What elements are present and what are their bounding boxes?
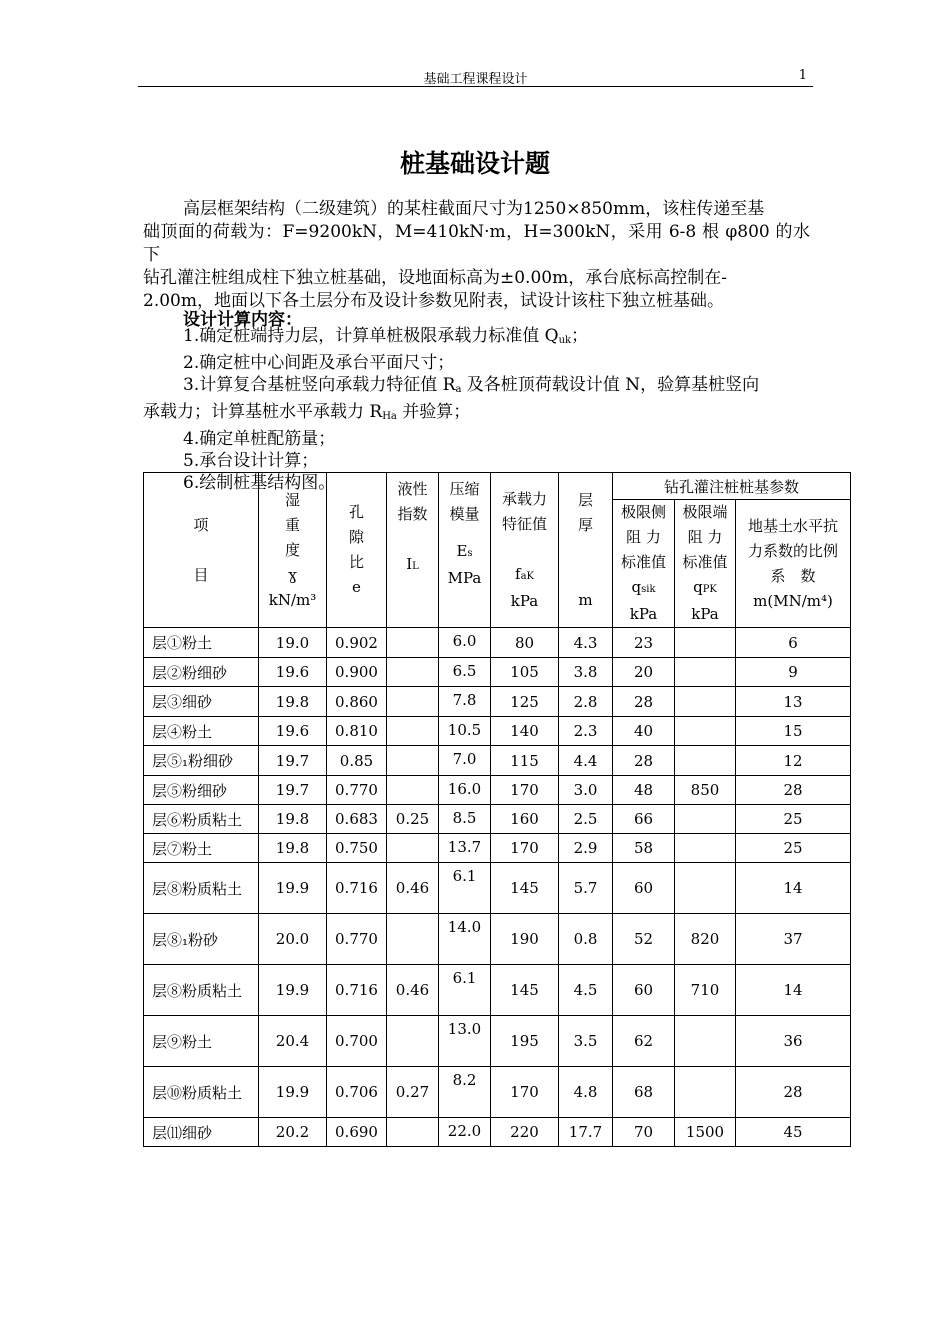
cell-g: 19.9: [259, 965, 327, 1016]
cell-qsik: 62: [613, 1016, 675, 1067]
cell-qpk: [675, 628, 736, 658]
cell-h: 2.3: [559, 717, 613, 746]
cell-il: [387, 687, 439, 717]
table-row: [144, 717, 851, 746]
cell-il: [387, 717, 439, 746]
cell-il: [387, 746, 439, 776]
cell-h: 2.5: [559, 805, 613, 834]
cell-fak: 145: [491, 863, 559, 914]
cell-g: 19.8: [259, 687, 327, 717]
cell-qpk: [675, 1067, 736, 1118]
cell-name: 层③细砂: [144, 687, 259, 717]
cell-m: 12: [736, 746, 851, 776]
header-side-resistance: 极限侧 阻 力 标准值 qsik kPa: [613, 500, 675, 628]
requirement-item: 5.承台设计计算；: [183, 451, 319, 471]
cell-m: 9: [736, 658, 851, 687]
cell-g: 20.0: [259, 914, 327, 965]
cell-il: [387, 914, 439, 965]
cell-qsik: 70: [613, 1118, 675, 1147]
cell-h: 2.8: [559, 687, 613, 717]
cell-e: 0.85: [327, 746, 387, 776]
requirements-heading: 设计计算内容：: [183, 310, 302, 330]
cell-qsik: 58: [613, 834, 675, 863]
cell-e: 0.690: [327, 1118, 387, 1147]
cell-m: 28: [736, 1067, 851, 1118]
cell-h: 3.0: [559, 776, 613, 805]
header-compression-modulus: 压缩 模量 Es MPa: [439, 473, 491, 628]
cell-e: 0.810: [327, 717, 387, 746]
cell-m: 6: [736, 628, 851, 658]
cell-g: 19.9: [259, 863, 327, 914]
cell-g: 19.7: [259, 746, 327, 776]
cell-m: 25: [736, 805, 851, 834]
cell-qsik: 52: [613, 914, 675, 965]
cell-m: 37: [736, 914, 851, 965]
cell-name: 层⑧粉质粘土: [144, 863, 259, 914]
cell-il: 0.46: [387, 965, 439, 1016]
requirement-item-continued: 承载力；计算基桩水平承载力 $R_{Ha}$ 并验算；: [143, 402, 471, 422]
cell-il: [387, 1118, 439, 1147]
cell-qsik: 23: [613, 628, 675, 658]
cell-il: [387, 1016, 439, 1067]
cell-h: 2.9: [559, 834, 613, 863]
cell-qpk: 1500: [675, 1118, 736, 1147]
cell-fak: 160: [491, 805, 559, 834]
header-void-ratio: 孔 隙 比 e: [327, 473, 387, 628]
cell-g: 19.9: [259, 1067, 327, 1118]
cell-e: 0.770: [327, 914, 387, 965]
cell-h: 5.7: [559, 863, 613, 914]
cell-name: 层⑥粉质粘土: [144, 805, 259, 834]
problem-statement: [143, 198, 810, 313]
cell-fak: 80: [491, 628, 559, 658]
requirement-item: 6.绘制桩基结构图。: [183, 473, 336, 493]
cell-qpk: [675, 1016, 736, 1067]
intro-line: 高层框架结构（二级建筑）的某柱截面尺寸为1250×850mm，该柱传递至基: [183, 199, 765, 219]
cell-fak: 190: [491, 914, 559, 965]
cell-fak: 115: [491, 746, 559, 776]
header-tip-resistance: 极限端 阻 力 标准值 qPK kPa: [675, 500, 736, 628]
header-pile-parameters: 钻孔灌注桩桩基参数: [613, 473, 851, 500]
cell-es: 16.0: [439, 776, 491, 805]
cell-qsik: 60: [613, 863, 675, 914]
cell-g: 19.7: [259, 776, 327, 805]
header-horizontal-coefficient: 地基土水平抗 力系数的比例 系 数 m(MN/m⁴): [736, 500, 851, 628]
cell-g: 19.8: [259, 805, 327, 834]
cell-name: 层⑦粉土: [144, 834, 259, 863]
requirement-item: 4.确定单桩配筋量；: [183, 429, 336, 449]
document-title: 桩基础设计题: [399, 149, 550, 178]
cell-h: 4.3: [559, 628, 613, 658]
cell-g: 19.0: [259, 628, 327, 658]
cell-e: 0.750: [327, 834, 387, 863]
cell-qpk: 710: [675, 965, 736, 1016]
cell-qsik: 68: [613, 1067, 675, 1118]
cell-il: [387, 834, 439, 863]
cell-e: 0.770: [327, 776, 387, 805]
cell-qsik: 66: [613, 805, 675, 834]
intro-line: 础顶面的荷载为：F=9200kN，M=410kN·m，H=300kN，采用 6-8 根 φ800 的水下: [143, 222, 810, 265]
cell-fak: 195: [491, 1016, 559, 1067]
cell-fak: 170: [491, 1067, 559, 1118]
cell-h: 17.7: [559, 1118, 613, 1147]
cell-qpk: [675, 746, 736, 776]
running-header: [138, 64, 813, 87]
cell-e: 0.900: [327, 658, 387, 687]
requirement-item: 2.确定桩中心间距及承台平面尺寸；: [183, 353, 455, 373]
cell-name: 层⑤粉细砂: [144, 776, 259, 805]
cell-qpk: [675, 717, 736, 746]
cell-m: 13: [736, 687, 851, 717]
cell-qpk: [675, 687, 736, 717]
cell-m: 14: [736, 863, 851, 914]
table-row: [144, 805, 851, 834]
cell-e: 0.706: [327, 1067, 387, 1118]
cell-h: 0.8: [559, 914, 613, 965]
cell-qsik: 28: [613, 687, 675, 717]
table-row: [144, 776, 851, 805]
cell-h: 4.8: [559, 1067, 613, 1118]
cell-g: 20.4: [259, 1016, 327, 1067]
header-bearing-capacity: 承载力 特征值 faK kPa: [491, 473, 559, 628]
cell-fak: 145: [491, 965, 559, 1016]
cell-qpk: [675, 805, 736, 834]
cell-qpk: 850: [675, 776, 736, 805]
cell-name: 层④粉土: [144, 717, 259, 746]
cell-il: 0.27: [387, 1067, 439, 1118]
cell-fak: 220: [491, 1118, 559, 1147]
table-row: [144, 746, 851, 776]
cell-e: 0.860: [327, 687, 387, 717]
cell-qpk: [675, 834, 736, 863]
cell-m: 14: [736, 965, 851, 1016]
cell-il: [387, 628, 439, 658]
cell-name: 层⑨粉土: [144, 1016, 259, 1067]
cell-e: 0.716: [327, 863, 387, 914]
requirement-item: 3.计算复合基桩竖向承载力特征值 $R_a$ 及各桩顶荷载设计值 N，验算基桩竖向: [183, 375, 760, 395]
cell-e: 0.683: [327, 805, 387, 834]
cell-es: 13.7: [439, 834, 491, 863]
cell-il: 0.25: [387, 805, 439, 834]
table-row: [144, 965, 851, 1016]
cell-g: 19.6: [259, 658, 327, 687]
table-row: [144, 1118, 851, 1147]
cell-es: 6.5: [439, 658, 491, 687]
cell-es: 14.0: [439, 914, 491, 965]
cell-es: 6.1: [439, 965, 491, 1016]
table-row: [144, 687, 851, 717]
course-title: 基础工程课程设计: [423, 72, 528, 87]
cell-qsik: 20: [613, 658, 675, 687]
table-row: [144, 1016, 851, 1067]
table-row: [144, 1067, 851, 1118]
cell-name: 层⑧粉质粘土: [144, 965, 259, 1016]
cell-g: 19.6: [259, 717, 327, 746]
cell-name: 层⑤₁粉细砂: [144, 746, 259, 776]
table-row: [144, 628, 851, 658]
cell-name: 层⑧₁粉砂: [144, 914, 259, 965]
cell-e: 0.902: [327, 628, 387, 658]
header-density: 湿 重 度 ɣ kN/m³: [259, 473, 327, 628]
cell-m: 36: [736, 1016, 851, 1067]
requirements-list: [143, 325, 810, 494]
cell-h: 3.8: [559, 658, 613, 687]
cell-qpk: [675, 658, 736, 687]
cell-il: [387, 658, 439, 687]
table-row: [144, 863, 851, 914]
cell-m: 28: [736, 776, 851, 805]
cell-qsik: 28: [613, 746, 675, 776]
cell-qpk: 820: [675, 914, 736, 965]
cell-fak: 105: [491, 658, 559, 687]
cell-es: 7.8: [439, 687, 491, 717]
cell-qsik: 60: [613, 965, 675, 1016]
cell-fak: 125: [491, 687, 559, 717]
cell-es: 22.0: [439, 1118, 491, 1147]
cell-es: 8.5: [439, 805, 491, 834]
cell-name: 层⑩粉质粘土: [144, 1067, 259, 1118]
cell-il: [387, 776, 439, 805]
cell-es: 7.0: [439, 746, 491, 776]
page-number: 1: [798, 68, 807, 83]
soil-parameters-table: [143, 472, 851, 1147]
cell-m: 15: [736, 717, 851, 746]
cell-e: 0.700: [327, 1016, 387, 1067]
cell-es: 8.2: [439, 1067, 491, 1118]
cell-h: 3.5: [559, 1016, 613, 1067]
cell-name: 层②粉细砂: [144, 658, 259, 687]
cell-es: 10.5: [439, 717, 491, 746]
cell-es: 6.1: [439, 863, 491, 914]
cell-es: 13.0: [439, 1016, 491, 1067]
cell-qpk: [675, 863, 736, 914]
table-row: [144, 834, 851, 863]
cell-m: 25: [736, 834, 851, 863]
table-row: [144, 658, 851, 687]
cell-g: 20.2: [259, 1118, 327, 1147]
header-thickness: 层 厚 m: [559, 473, 613, 628]
header-item: 项 目: [144, 473, 259, 628]
intro-line: 2.00m，地面以下各土层分布及设计参数见附表，试设计该柱下独立桩基础。: [143, 291, 724, 311]
cell-h: 4.4: [559, 746, 613, 776]
cell-name: 层⑾细砂: [144, 1118, 259, 1147]
cell-h: 4.5: [559, 965, 613, 1016]
cell-e: 0.716: [327, 965, 387, 1016]
cell-qsik: 48: [613, 776, 675, 805]
cell-m: 45: [736, 1118, 851, 1147]
intro-line: 钻孔灌注桩组成柱下独立桩基础，设地面标高为±0.00m，承台底标高控制在-: [143, 268, 727, 288]
requirement-item: 1.确定桩端持力层，计算单桩极限承载力标准值 $Q_{uk}$；: [183, 326, 589, 346]
cell-g: 19.8: [259, 834, 327, 863]
cell-name: 层①粉土: [144, 628, 259, 658]
cell-fak: 170: [491, 776, 559, 805]
cell-il: 0.46: [387, 863, 439, 914]
cell-fak: 170: [491, 834, 559, 863]
cell-qsik: 40: [613, 717, 675, 746]
header-liquidity-index: 液性 指数 IL: [387, 473, 439, 628]
cell-es: 6.0: [439, 628, 491, 658]
cell-fak: 140: [491, 717, 559, 746]
table-row: [144, 914, 851, 965]
